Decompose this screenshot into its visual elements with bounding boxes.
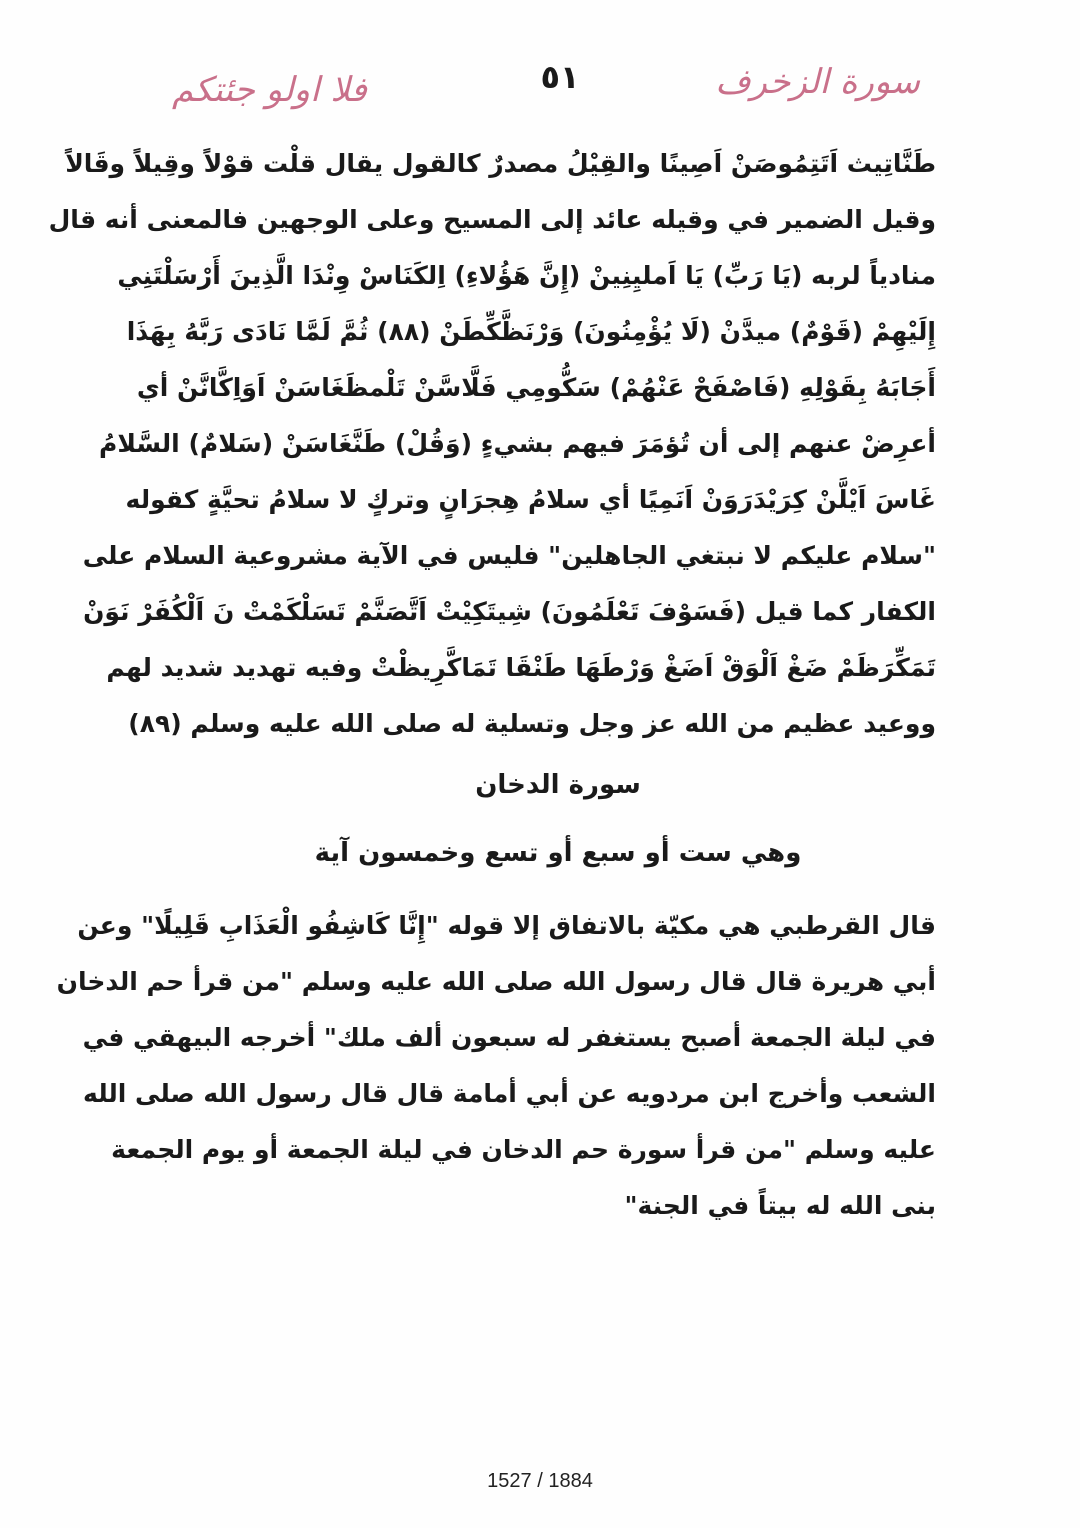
handwritten-note-surah: سورة الزخرف	[715, 62, 920, 102]
text-line: أَجَابَهُ بِقَوْلِهِ (فَاصْفَحْ عَنْهُمْ) سَكُّومِي فَلَّاسَّنْ تَلْمظَغَاسَنْ اَوَاِكَّانَّنْ أي	[136, 373, 936, 402]
text-line: الكفار كما قيل (فَسَوْفَ تَعْلَمُونَ) شِيتَكِيْتْ اَتَّصَنَّمْ تَسَلْكَمْتْ نَ اَلْكُفَرْ نَوَنْ	[83, 597, 936, 626]
text-line: الشعب وأخرج ابن مردويه عن أبي أمامة قال قال رسول الله صلى الله	[83, 1079, 936, 1108]
handwritten-note-left: فلا اولو جئتكم	[172, 70, 367, 110]
tafsir-paragraph-2	[56, 898, 936, 1234]
text-line: أبي هريرة قال قال رسول الله صلى الله عليه وسلم "من قرأ حم الدخان	[56, 967, 936, 996]
text-line: غَاسَ اَيْلَّنْ كِرَيْدَرَوَنْ اَنَمِيًا أي سلامُ هِجرَانٍ وتركٍ لا سلامُ تحيَّةٍ كقوله	[125, 485, 936, 514]
text-line: تَمَكِّرَظَمْ ضَغْ اَلْوَقْ اَضَغْ وَرْطَهَا طَنْقَا تَمَاكَّرِيظْتْ وفيه تهديد شديد لهم	[106, 653, 936, 682]
text-line: طَنَّاتِيث اَتَتِمُوصَنْ اَصِينًا والقِيْلُ مصدرٌ كالقول يقال قلْت قوْلاً وقِيلاً وقَالاً	[65, 149, 936, 178]
text-line: "سلام عليكم لا نبتغي الجاهلين" فليس في الآية مشروعية السلام على	[82, 541, 936, 570]
text-line: في ليلة الجمعة أصبح يستغفر له سبعون ألف ملك" أخرجه البيهقي في	[82, 1023, 936, 1052]
tafsir-paragraph-1	[48, 136, 936, 752]
surah-title: سورة الدخان	[475, 770, 641, 800]
text-line: منادياً لربه (يَا رَبِّ) يَا اَمليِنِينْ (إِنَّ هَؤُلاءِ) اِلكَنَاسْ وِنْدَا الَّذِينَ أَرْسَلْتَنِي	[117, 261, 936, 290]
text-line: أعرِضْ عنهم إلى أن تُؤمَرَ فيهم بشيءٍ (وَقُلْ) طَنَّغَاسَنْ (سَلامٌ) السَّلامُ	[99, 429, 936, 458]
text-line: عليه وسلم "من قرأ سورة حم الدخان في ليلة الجمعة أو يوم الجمعة	[111, 1135, 936, 1164]
text-line: ووعيد عظيم من الله عز وجل وتسلية له صلى الله عليه وسلم (٨٩)	[128, 709, 936, 738]
page-indicator: 1527 / 1884	[487, 1470, 593, 1492]
page-number: ٥١	[540, 58, 580, 96]
text-line: بنى الله له بيتاً في الجنة"	[624, 1191, 936, 1220]
text-line: قال القرطبي هي مكيّة بالاتفاق إلا قوله "إِنَّا كَاشِفُو الْعَذَابِ قَلِيلًا" وعن	[77, 911, 936, 940]
text-line: وقيل الضمير في وقيله عائد إلى المسيح وعلى الوجهين فالمعنى أنه قال	[48, 205, 936, 234]
surah-verse-count: وهي ست أو سبع أو تسع وخمسون آية	[314, 838, 802, 868]
text-line: إِلَيْهِمْ (قَوْمٌ) ميدَّنْ (لَا يُؤْمِنُونَ) وَرْنَظَّكِّطَنْ (٨٨) ثُمَّ لَمَّا نَادَى رَبَّهُ بِهَذَا	[126, 317, 936, 346]
